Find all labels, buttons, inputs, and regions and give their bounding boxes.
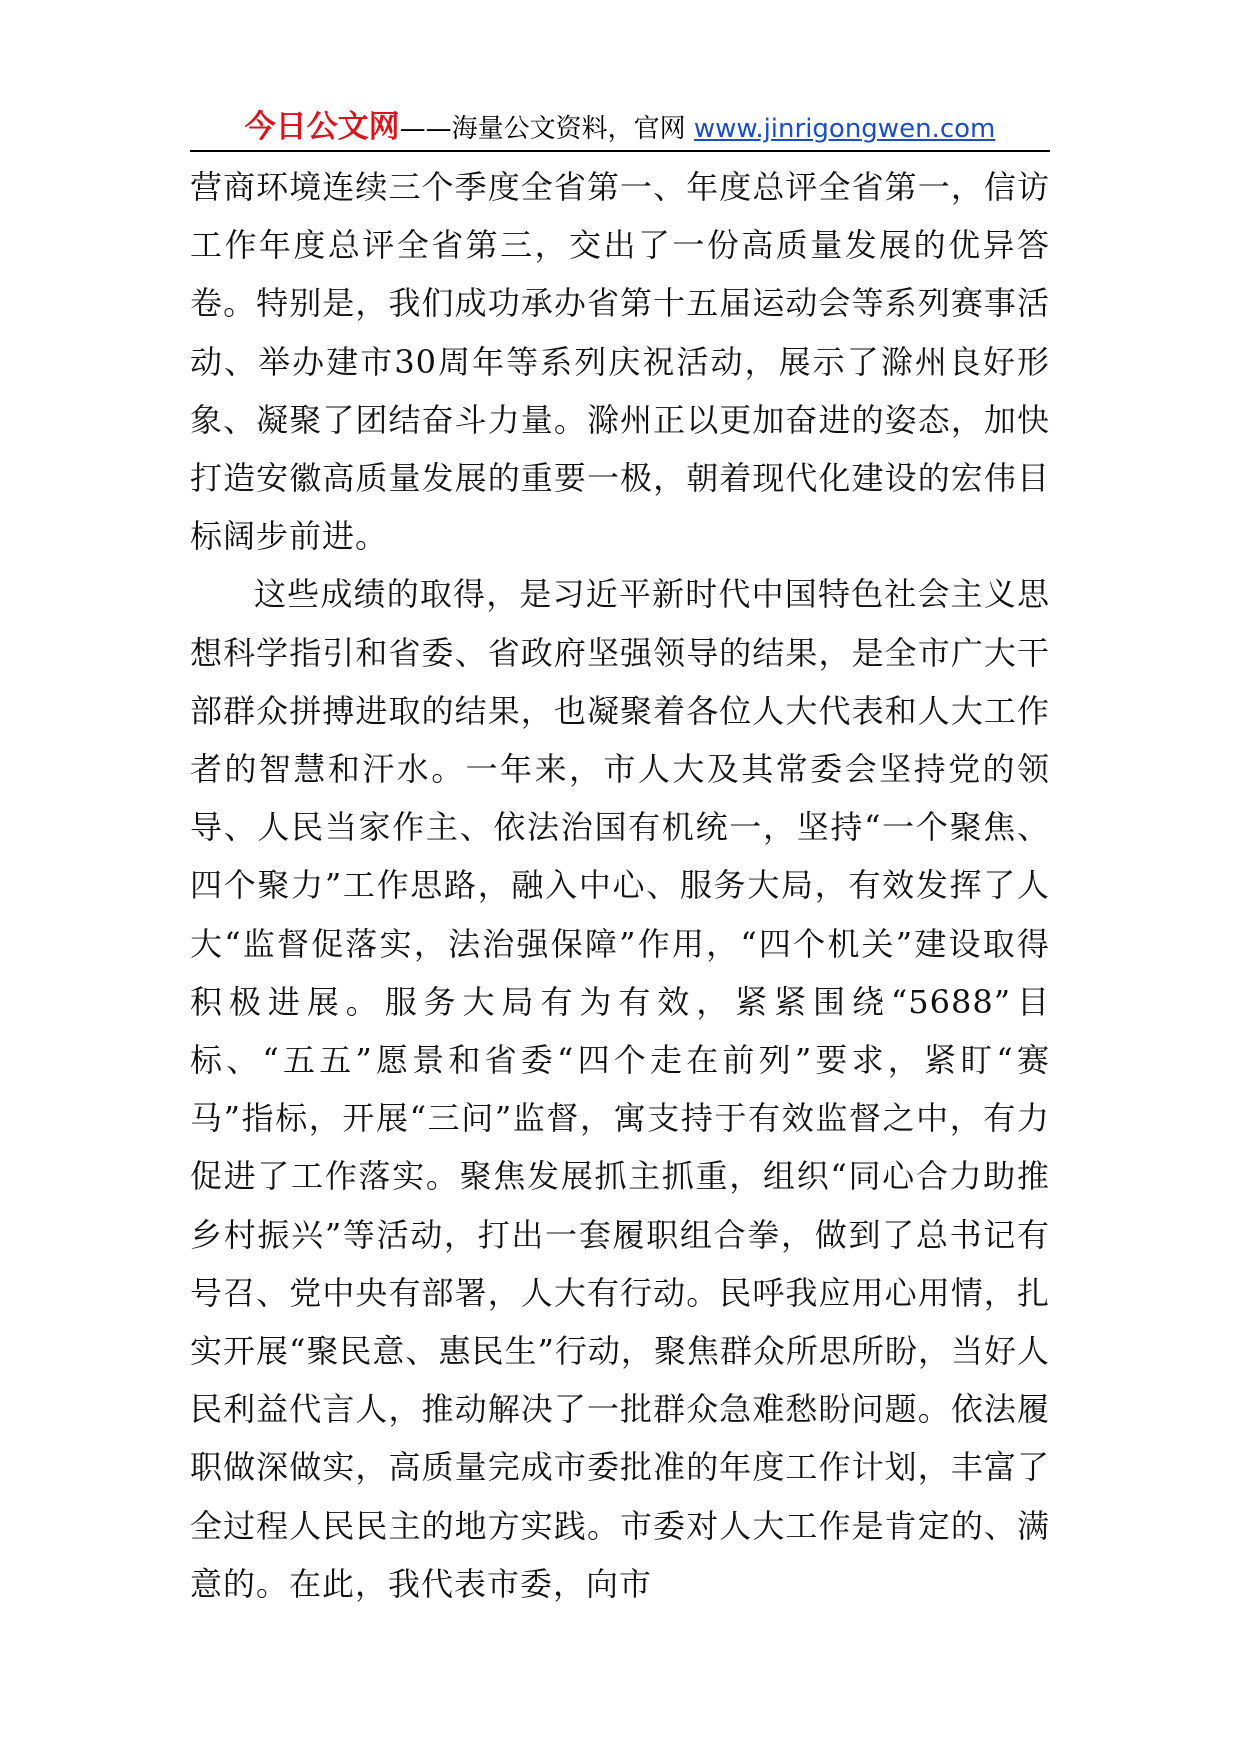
header-separator: ——	[399, 114, 452, 144]
header-divider	[190, 150, 1050, 152]
paragraph-1: 营商环境连续三个季度全省第一、年度总评全省第一，信访工作年度总评全省第三，交出了一份高质量发展的优异答卷。特别是，我们成功承办省第十五届运动会等系列赛事活动、举办建市30周年等系列庆祝活动，展示了滁州良好形象、凝聚了团结奋斗力量。滁州正以更加奋进的姿态，加快打造安徽高质量发展的重要一极，朝着现代化建设的宏伟目标阔步前进。	[190, 168, 1050, 556]
document-body	[190, 158, 1050, 1613]
brand-name: 今日公文网	[244, 109, 400, 145]
paragraph-2: 这些成绩的取得，是习近平新时代中国特色社会主义思想科学指引和省委、省政府坚强领导的结果，是全市广大干部群众拼搏进取的结果，也凝聚着各位人大代表和人大工作者的智慧和汗水。一年来，市人大及其常委会坚持党的领导、人民当家作主、依法治国有机统一，坚持“一个聚焦、四个聚力”工作思路，融入中心、服务大局，有效发挥了人大“监督促落实，法治强保障”作用，“四个机关”建设取得积极进展。服务大局有为有效，紧紧围绕“5688”目标、“五五”愿景和省委“四个走在前列”要求，紧盯“赛马”指标，开展“三问”监督，寓支持于有效监督之中，有力促进了工作落实。聚焦发展抓主抓重，组织“同心合力助推乡村振兴”等活动，打出一套履职组合拳，做到了总书记有号召、党中央有部署，人大有行动。民呼我应用心用情，扎实开展“聚民意、惠民生”行动，聚焦群众所思所盼，当好人民利益代言人，推动解决了一批群众急难愁盼问题。依法履职做深做实，高质量完成市委批准的年度工作计划，丰富了全过程人民民主的地方实践。市委对人大工作是肯定的、满意的。在此，我代表市委，向市	[190, 575, 1050, 1603]
header-tagline: 海量公文资料，官网	[451, 114, 694, 144]
page-header	[190, 104, 1050, 150]
website-link[interactable]: www.jinrigongwen.com	[693, 114, 996, 144]
